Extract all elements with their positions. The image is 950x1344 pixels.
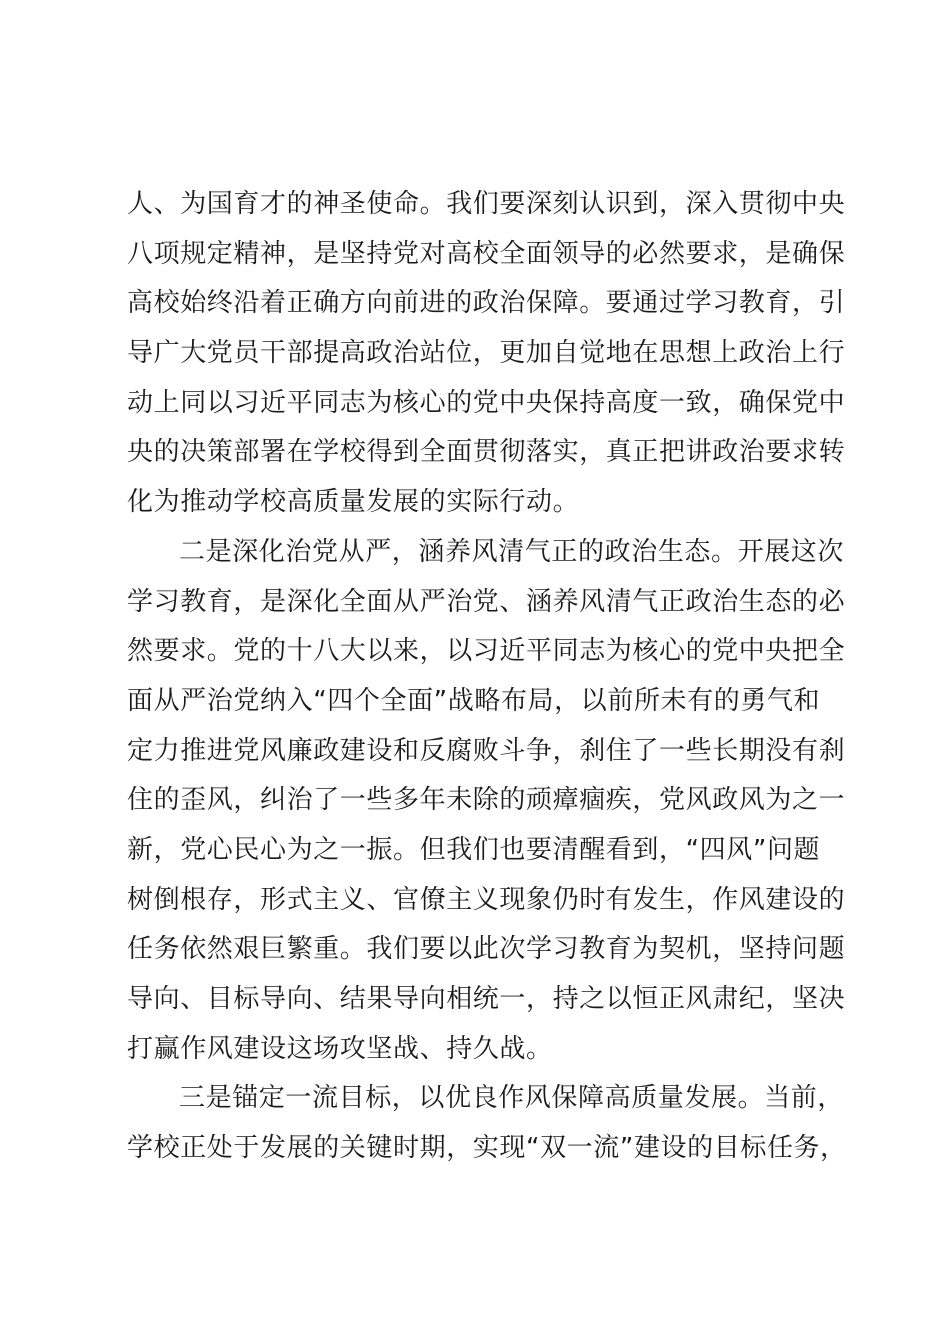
paragraph-first-line: 二是深化治党从严，涵养风清气正的政治生态。开展这次 [179,536,845,567]
text-line: 树倒根存，形式主义、官僚主义现象仍时有发生，作风建设的 [127,884,846,915]
text-line: 导广大党员干部提高政治站位，更加自觉地在思想上政治上行 [127,338,846,369]
text-line: 人、为国育才的神圣使命。我们要深刻认识到，深入贯彻中央 [127,189,846,219]
text-line: 住的歪风，纠治了一些多年未除的顽瘴痼疾，党风政风为之一 [127,785,846,816]
text-line: 高校始终沿着正确方向前进的政治保障。要通过学习教育，引 [127,288,846,319]
paragraph-first-line: 三是锚定一流目标，以优良作风保障高质量发展。当前， [179,1083,845,1114]
text-line: 然要求。党的十八大以来，以习近平同志为核心的党中央把全 [127,636,846,667]
text-line: 学习教育，是深化全面从严治党、涵养风清气正政治生态的必 [127,586,846,617]
text-line: 八项规定精神，是坚持党对高校全面领导的必然要求，是确保 [127,238,846,269]
document-body [127,180,847,1174]
text-line: 定力推进党风廉政建设和反腐败斗争，刹住了一些长期没有刹 [127,735,846,766]
text-line: 新，党心民心为之一振。但我们也要清醒看到，“四风”问题 [127,834,821,865]
text-line: 打赢作风建设这场攻坚战、持久战。 [127,1033,553,1064]
text-line: 任务依然艰巨繁重。我们要以此次学习教育为契机，坚持问题 [127,934,846,965]
text-line: 央的决策部署在学校得到全面贯彻落实，真正把讲政治要求转 [127,437,846,468]
text-line: 化为推动学校高质量发展的实际行动。 [127,487,580,518]
text-line: 面从严治党纳入“四个全面”战略布局，以前所未有的勇气和 [127,685,821,716]
text-line: 学校正处于发展的关键时期，实现“双一流”建设的目标任务， [127,1133,847,1164]
text-line: 导向、目标导向、结果导向相统一，持之以恒正风肃纪，坚决 [127,984,846,1014]
text-line: 动上同以习近平同志为核心的党中央保持高度一致，确保党中 [127,387,846,418]
